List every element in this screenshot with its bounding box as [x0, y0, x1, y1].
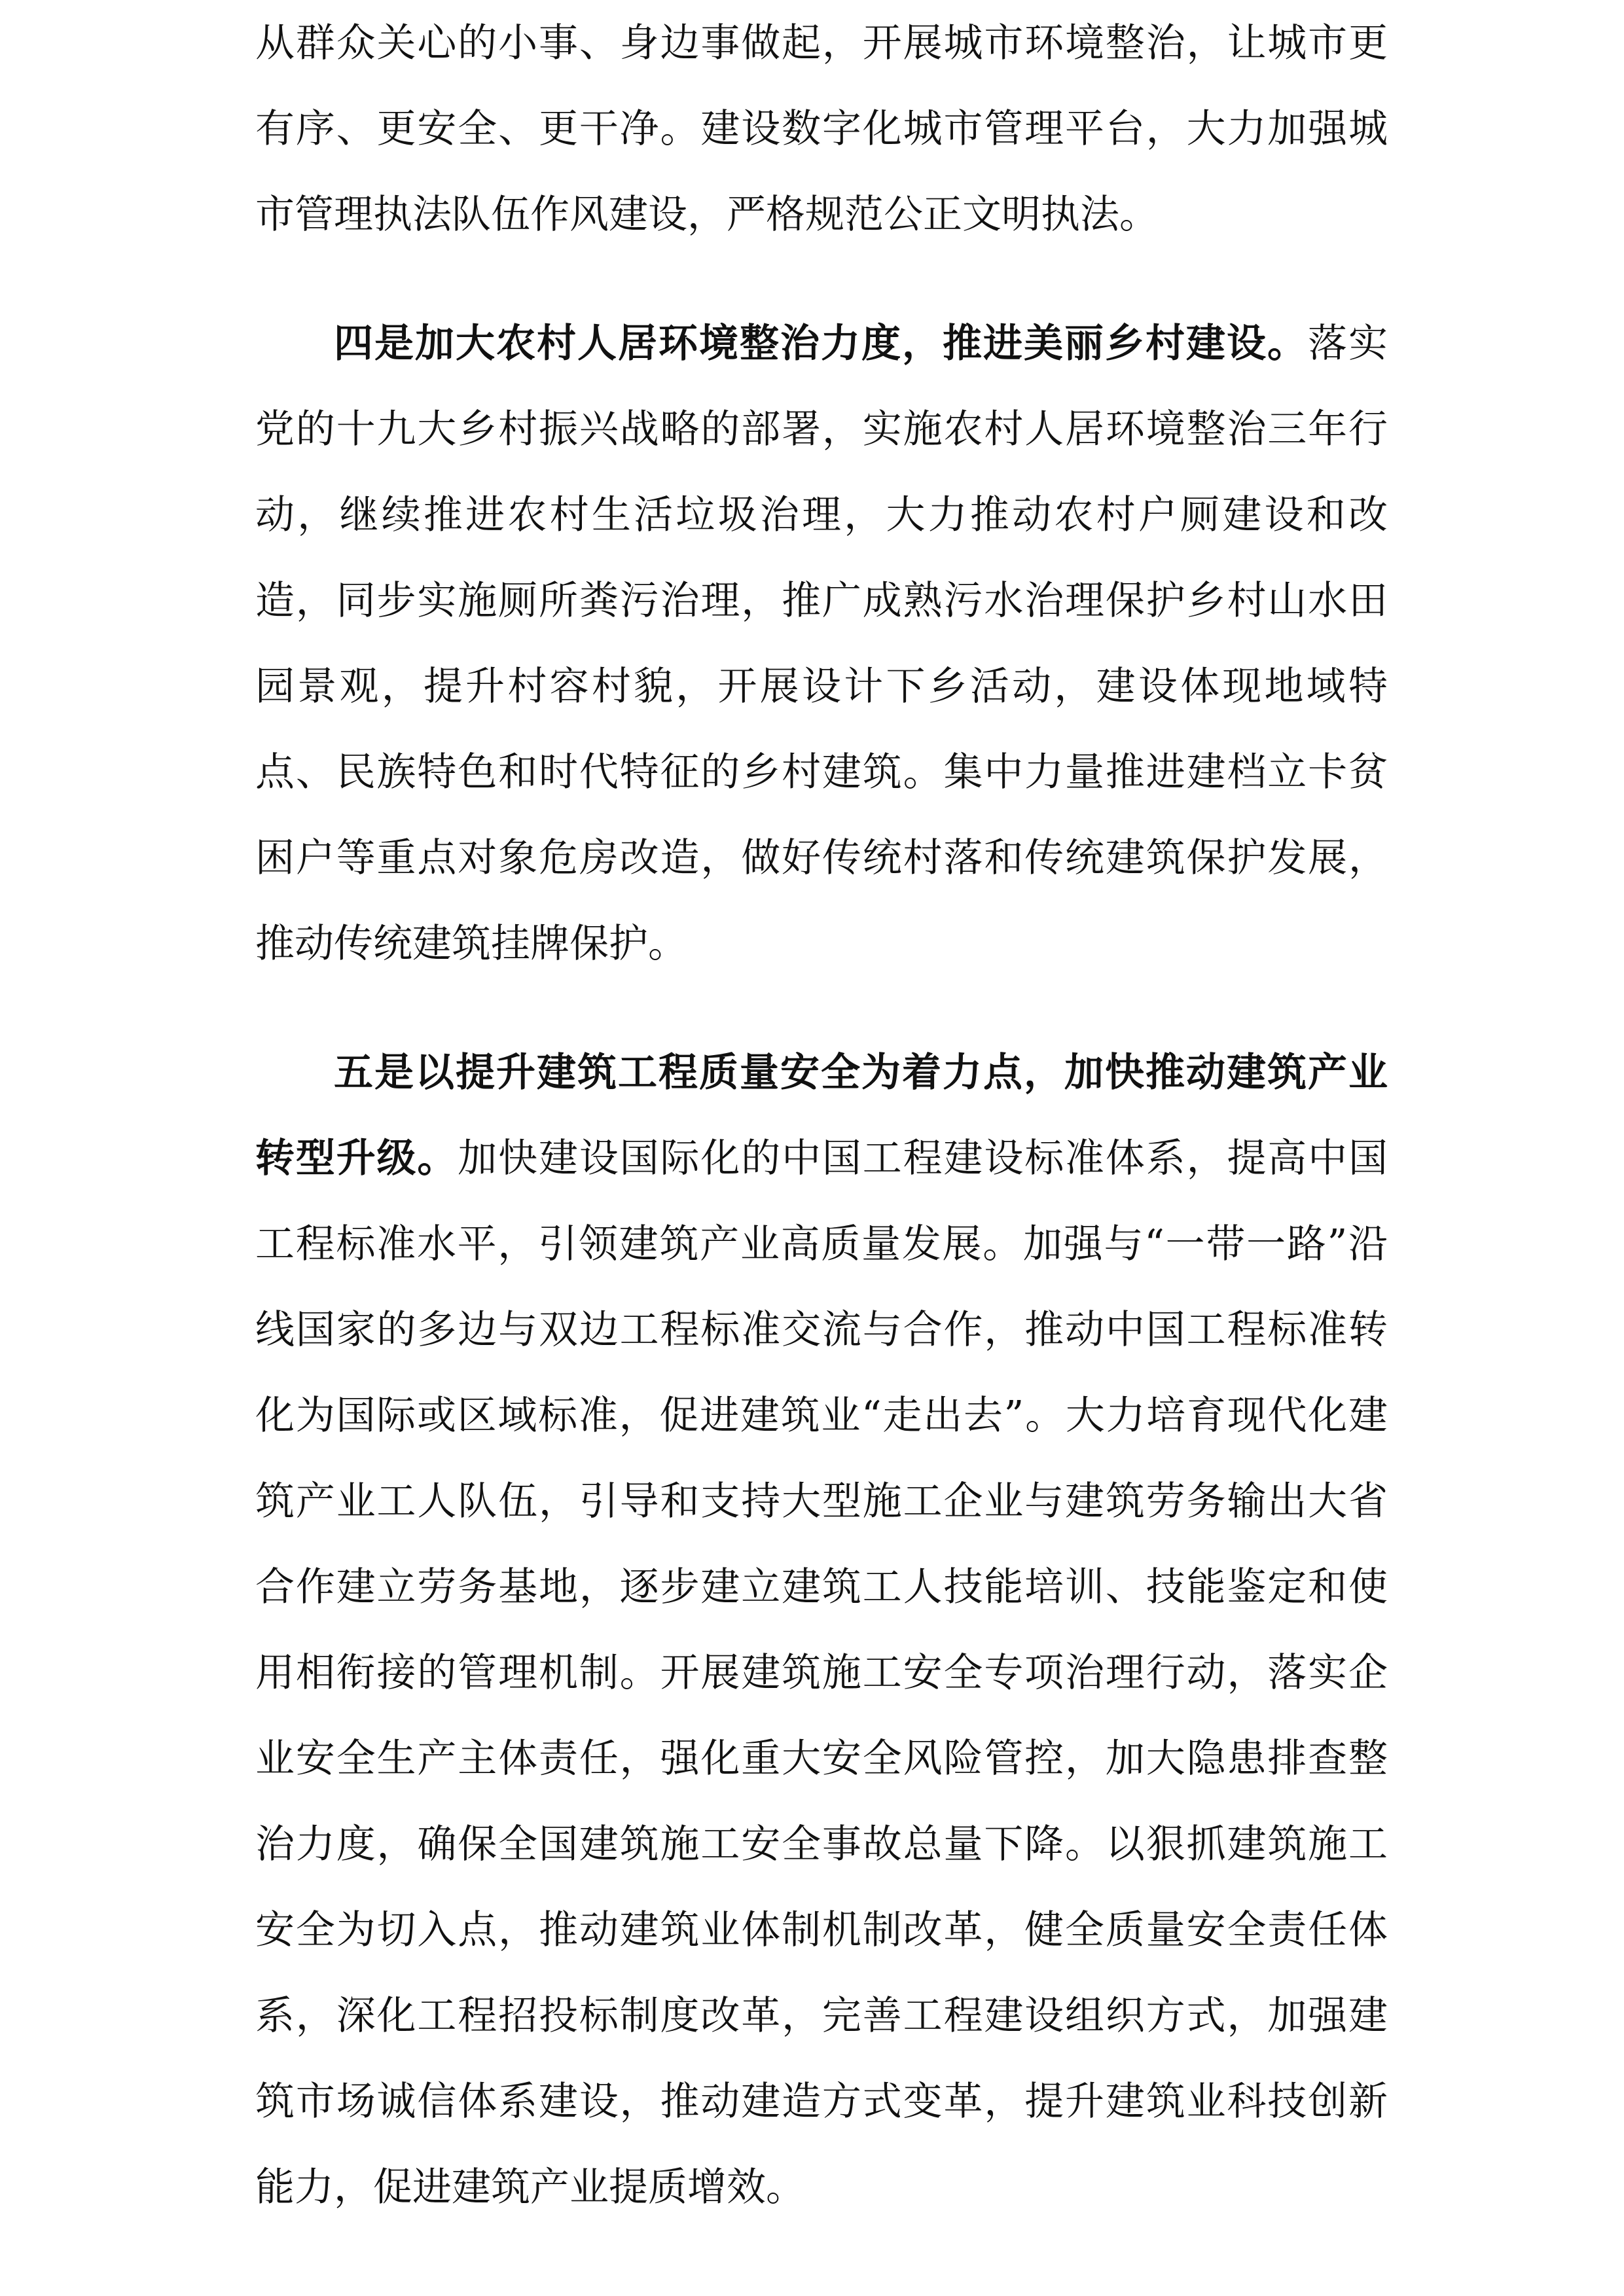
paragraph-lead: 四是加大农村人居环境整治力度，推进美丽乡村建设。	[334, 321, 1308, 367]
paragraph-body: 从群众关心的小事、身边事做起，开展城市环境整治，让城市更有序、更安全、更干净。建设数字化城市管理平台，大力加强城市管理执法队伍作风建设，严格规范公正文明执法。	[255, 20, 1388, 238]
paragraph-city-management	[255, 1, 1388, 258]
paragraph-body: 落实党的十九大乡村振兴战略的部署，实施农村人居环境整治三年行动，继续推进农村生活垃圾治理，大力推动农村户厕建设和改造，同步实施厕所粪污治理，推广成熟污水治理保护乡村山水田园景观，提升村容村貌，开展设计下乡活动，建设体现地域特点、民族特色和时代特征的乡村建筑。集中力量推进建档立卡贫困户等重点对象危房改造，做好传统村落和传统建筑保护发展，推动传统建筑挂牌保护。	[255, 321, 1388, 967]
paragraph-construction-quality	[255, 1030, 1388, 2231]
paragraph-lead: 五是以提升建筑工程质量安全为着力点，加快推动建筑产业转型升级。	[255, 1050, 1388, 1181]
paragraph-body: 加快建设国际化的中国工程建设标准体系，提高中国工程标准水平，引领建筑产业高质量发展。加强与“一带一路”沿线国家的多边与双边工程标准交流与合作，推动中国工程标准转化为国际或区域标准，促进建筑业“走出去”。大力培育现代化建筑产业工人队伍，引导和支持大型施工企业与建筑劳务输出大省合作建立劳务基地，逐步建立建筑工人技能培训、技能鉴定和使用相衔接的管理机制。开展建筑施工安全专项治理行动，落实企业安全生产主体责任，强化重大安全风险管控，加大隐患排查整治力度，确保全国建筑施工安全事故总量下降。以狠抓建筑施工安全为切入点，推动建筑业体制机制改革，健全质量安全责任体系，深化工程招投标制度改革，完善工程建设组织方式，加强建筑市场诚信体系建设，推动建造方式变革，提升建筑业科技创新能力，促进建筑产业提质增效。	[255, 1136, 1388, 2210]
document-page	[255, 0, 1388, 2296]
paragraph-rural-environment	[255, 301, 1388, 987]
